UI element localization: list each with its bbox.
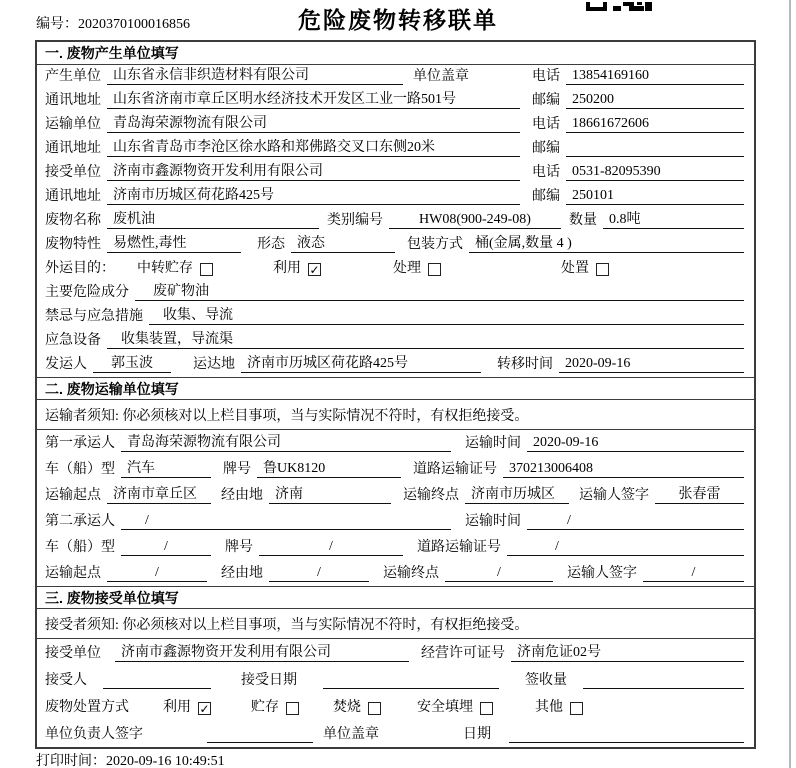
serial-value: 2020370100016856	[78, 17, 190, 32]
producer-phone-value: 13854169160	[566, 68, 744, 85]
purpose-option-utilize: 利用	[273, 261, 301, 276]
zip-label: 邮编	[532, 141, 560, 156]
taboo-value: 收集、导流	[149, 304, 744, 325]
responsible-sign-label: 单位负责人签字	[45, 727, 143, 742]
plate-value: 鲁UK8120	[257, 457, 401, 478]
responsible-sign-value	[207, 726, 313, 743]
taboo-label: 禁忌与应急措施	[45, 309, 143, 324]
equipment-row	[37, 329, 754, 353]
transporter-notice: 运输者须知: 你必须核对以上栏目事项，当与实际情况不符时，有权拒绝接受。	[37, 400, 754, 430]
unit-seal-label: 单位盖章	[323, 727, 379, 742]
vehicle1-row	[37, 456, 754, 482]
accept-unit-value: 济南市鑫源物资开发利用有限公司	[115, 641, 409, 662]
hazard-label: 主要危险成分	[45, 285, 129, 300]
transporter-zip-field	[532, 137, 744, 157]
zip-label: 邮编	[532, 189, 560, 204]
accept-date-label: 接受日期	[241, 673, 297, 688]
road-license-value: 370213006408	[503, 461, 744, 478]
disposal-method-label: 废物处置方式	[45, 700, 129, 715]
receiver-notice: 接受者须知: 你必须核对以上栏目事项，当与实际情况不符时，有权拒绝接受。	[37, 609, 754, 639]
zip-label: 邮编	[532, 93, 560, 108]
qr-code-fragment	[586, 0, 652, 16]
plate2-value: /	[259, 539, 403, 556]
transport-time-value: 2020-09-16	[527, 435, 744, 452]
license-label: 经营许可证号	[421, 646, 505, 661]
signed-qty-value	[583, 672, 744, 689]
print-time-label: 打印时间：	[36, 754, 106, 768]
consignor-label: 发运人	[45, 357, 87, 372]
receiver-row	[37, 161, 754, 185]
carrier-sign-label: 运输人签字	[567, 566, 637, 581]
date-label: 日期	[463, 727, 491, 742]
category-value: HW08(900-249-08)	[389, 212, 561, 229]
accept-person-row	[37, 666, 754, 693]
receiver-address-row	[37, 185, 754, 209]
accept-unit-row	[37, 639, 754, 666]
vehicle-type-label: 车（船）型	[45, 462, 115, 477]
vehicle-type-value: 汽车	[121, 457, 211, 478]
checkbox-disposal-utilize: ✓	[199, 701, 210, 716]
packing-label: 包装方式	[407, 237, 463, 252]
accept-date-value	[323, 672, 499, 689]
vehicle2-row	[37, 534, 754, 560]
form-label: 形态	[257, 237, 285, 252]
hazard-value: 废矿物油	[135, 280, 744, 301]
transporter-phone-value: 18661672606	[566, 116, 744, 133]
second-carrier-value: /	[121, 513, 451, 530]
road-license-label: 道路运输证号	[413, 462, 497, 477]
consignor-row	[37, 353, 754, 377]
origin-value: 济南市章丘区	[107, 483, 211, 504]
carrier-sign-label: 运输人签字	[579, 488, 649, 503]
via-label: 经由地	[221, 566, 263, 581]
checkbox-disposal-landfill	[480, 702, 493, 715]
second-carrier-row	[37, 508, 754, 534]
transporter-address-row	[37, 137, 754, 161]
via-value: 济南	[269, 483, 391, 504]
receiver-phone-field	[532, 161, 744, 181]
checkbox-utilize: ✓	[309, 262, 320, 277]
producer-label: 产生单位	[45, 69, 101, 84]
transporter-address-value: 山东省青岛市李沧区徐水路和郑佛路交叉口东侧20米	[107, 136, 520, 157]
carrier-sign-value: 张春雷	[655, 483, 744, 504]
accept-person-value	[103, 672, 211, 689]
section2-header: 二. 废物运输单位填写	[37, 377, 754, 400]
disposal-option-other: 其他	[535, 700, 563, 715]
endpoint-value: 济南市历城区	[465, 483, 569, 504]
category-label: 类别编号	[327, 213, 383, 228]
waste-character-row	[37, 233, 754, 257]
endpoint-label: 运输终点	[403, 488, 459, 503]
phone-label: 电话	[532, 117, 560, 132]
section1-header: 一. 废物产生单位填写	[37, 42, 754, 65]
equipment-value: 收集装置，导流渠	[107, 328, 744, 349]
transport-time-label: 运输时间	[465, 436, 521, 451]
transfer-time-value: 2020-09-16	[559, 356, 744, 373]
road-license-label: 道路运输证号	[417, 540, 501, 555]
receiver-value: 济南市鑫源物资开发利用有限公司	[107, 160, 520, 181]
responsible-sign-row	[37, 720, 754, 747]
origin2-value: /	[107, 565, 207, 582]
character-value: 易燃性,毒性	[107, 232, 241, 253]
endpoint-label: 运输终点	[383, 566, 439, 581]
receiver-label: 接受单位	[45, 165, 101, 180]
producer-address-value: 山东省济南市章丘区明水经济技术开发区工业一路501号	[107, 88, 520, 109]
date-value	[509, 726, 744, 743]
origin-label: 运输起点	[45, 488, 101, 503]
address-label: 通讯地址	[45, 189, 101, 204]
producer-zip-value: 250200	[566, 92, 744, 109]
receiver-zip-value: 250101	[566, 188, 744, 205]
disposal-method-row	[37, 693, 754, 720]
waste-name-value: 废机油	[107, 208, 319, 229]
transport-time-label: 运输时间	[465, 514, 521, 529]
via-label: 经由地	[221, 488, 263, 503]
plate-label: 牌号	[225, 540, 253, 555]
form-table	[35, 40, 756, 749]
form-value: 液态	[291, 232, 395, 253]
transporter-label: 运输单位	[45, 117, 101, 132]
waste-name-label: 废物名称	[45, 213, 101, 228]
waste-name-row	[37, 209, 754, 233]
address-label: 通讯地址	[45, 141, 101, 156]
checkbox-disposal-storage	[286, 702, 299, 715]
quantity-value: 0.8吨	[603, 208, 744, 229]
accept-unit-label: 接受单位	[45, 646, 101, 661]
transporter-row	[37, 113, 754, 137]
hazard-row	[37, 281, 754, 305]
accept-person-label: 接受人	[45, 673, 87, 688]
serial-label: 编号：	[36, 17, 78, 32]
page-title: 危险废物转移联单	[298, 7, 498, 33]
consignor-value: 郭玉波	[93, 352, 171, 373]
taboo-row	[37, 305, 754, 329]
producer-phone-field	[532, 65, 744, 85]
first-carrier-value: 青岛海荣源物流有限公司	[121, 431, 451, 452]
purpose-option-storage: 中转贮存	[137, 261, 193, 276]
signed-qty-label: 签收量	[525, 673, 567, 688]
checkbox-storage	[200, 263, 213, 276]
route2-row	[37, 560, 754, 586]
checkbox-disposal-incinerate	[368, 702, 381, 715]
plate-label: 牌号	[223, 462, 251, 477]
seal-label: 单位盖章	[413, 69, 469, 84]
receiver-address-value: 济南市历城区荷花路425号	[107, 184, 520, 205]
section3-header: 三. 废物接受单位填写	[37, 586, 754, 609]
print-time	[36, 750, 225, 768]
purpose-option-dispose: 处置	[561, 261, 589, 276]
endpoint2-value: /	[445, 565, 553, 582]
second-carrier-label: 第二承运人	[45, 514, 115, 529]
carrier-sign2-value: /	[643, 565, 744, 582]
route1-row	[37, 482, 754, 508]
phone-label: 电话	[532, 165, 560, 180]
address-label: 通讯地址	[45, 93, 101, 108]
origin-label: 运输起点	[45, 566, 101, 581]
license-value: 济南危证02号	[511, 641, 744, 662]
purpose-label: 外运目的：	[45, 261, 115, 276]
packing-value: 桶(金属,数量 4 )	[469, 232, 744, 253]
transport-time2-value: /	[527, 513, 744, 530]
disposal-option-incinerate: 焚烧	[333, 700, 361, 715]
producer-value: 山东省永信非织造材料有限公司	[107, 64, 403, 85]
transporter-value: 青岛海荣源物流有限公司	[107, 112, 520, 133]
first-carrier-label: 第一承运人	[45, 436, 115, 451]
purpose-row	[37, 257, 754, 281]
vehicle-type2-value: /	[121, 539, 211, 556]
destination-value: 济南市历城区荷花路425号	[241, 352, 481, 373]
via2-value: /	[269, 565, 369, 582]
receiver-phone-value: 0531-82095390	[566, 164, 744, 181]
phone-label: 电话	[532, 69, 560, 84]
qr-code-icon	[586, 2, 652, 11]
first-carrier-row	[37, 430, 754, 456]
receiver-zip-field	[532, 185, 744, 205]
checkbox-dispose	[596, 263, 609, 276]
character-label: 废物特性	[45, 237, 101, 252]
disposal-option-landfill: 安全填埋	[417, 700, 473, 715]
road-license2-value: /	[507, 539, 744, 556]
checkbox-disposal-other	[570, 702, 583, 715]
destination-label: 运达地	[193, 357, 235, 372]
print-time-value: 2020-09-16 10:49:51	[106, 754, 225, 768]
transporter-phone-field	[532, 113, 744, 133]
transporter-zip-value	[566, 140, 744, 157]
checkbox-treat	[428, 263, 441, 276]
transfer-time-label: 转移时间	[497, 357, 553, 372]
vehicle-type-label: 车（船）型	[45, 540, 115, 555]
disposal-option-utilize: 利用	[163, 700, 191, 715]
disposal-option-storage: 贮存	[251, 700, 279, 715]
page-edge-line	[789, 0, 791, 768]
equipment-label: 应急设备	[45, 333, 101, 348]
producer-row	[37, 65, 754, 89]
producer-address-row	[37, 89, 754, 113]
quantity-label: 数量	[569, 213, 597, 228]
producer-zip-field	[532, 89, 744, 109]
purpose-option-treat: 处理	[393, 261, 421, 276]
